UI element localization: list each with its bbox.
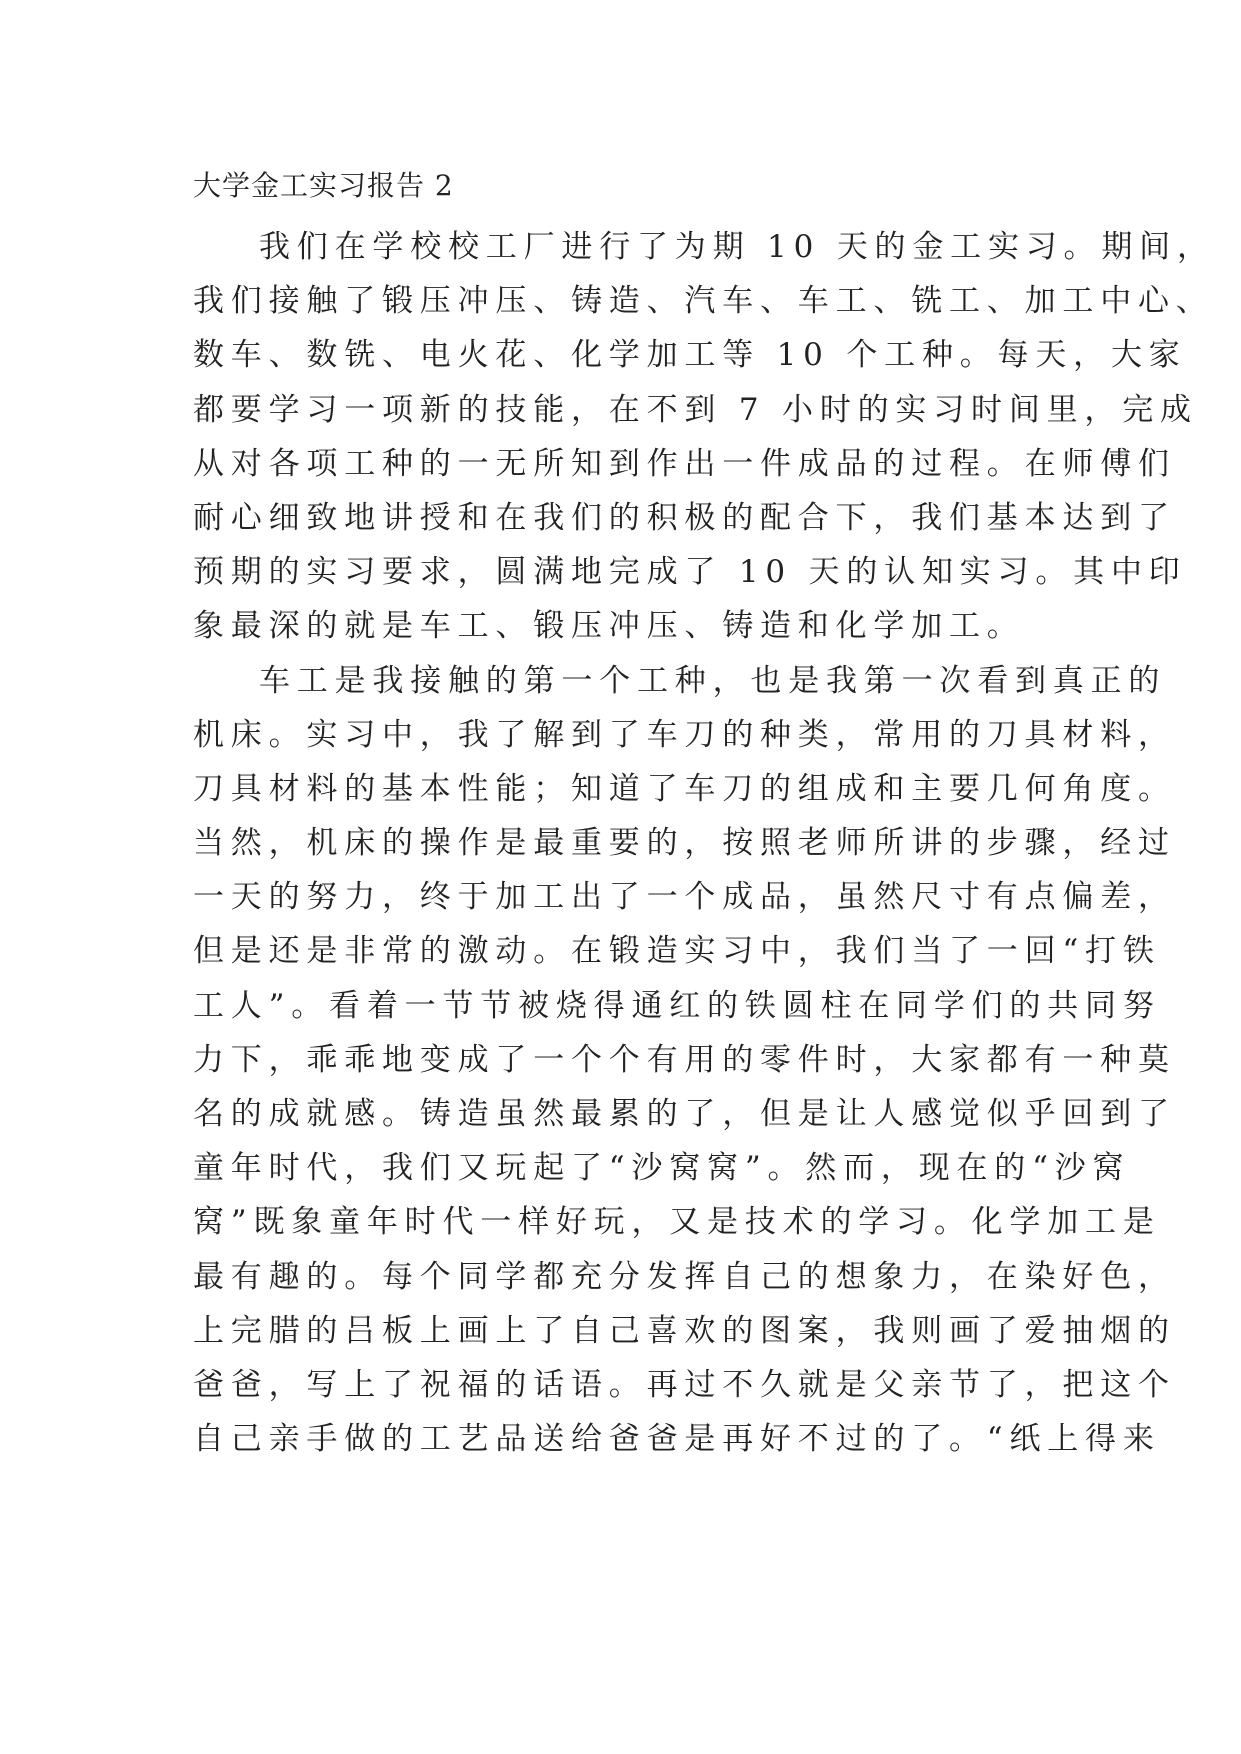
paragraph-2-line-9: 名的成就感。铸造虽然最累的了，但是让人感觉似乎回到了 xyxy=(193,1096,1176,1132)
paragraph-2-line-10: 童年时代，我们又玩起了“沙窝窝”。然而，现在的“沙窝 xyxy=(193,1150,1131,1187)
paragraph-2-line-3: 刀具材料的基本性能；知道了车刀的组成和主要几何角度。 xyxy=(193,770,1176,807)
paragraph-1-line-7: 预期的实习要求，圆满地完成了 10 天的认知实习。其中印 xyxy=(193,554,1187,591)
paragraph-2-line-12: 最有趣的。每个同学都充分发挥自己的想象力，在染好色， xyxy=(193,1258,1176,1295)
paragraph-2-line-7: 工人”。看着一节节被烧得通红的铁圆柱在同学们的共同努 xyxy=(193,987,1161,1024)
paragraph-2-line-6: 但是还是非常的激动。在锻造实习中，我们当了一回“打铁 xyxy=(193,933,1161,970)
paragraph-2-line-8: 力下，乖乖地变成了一个个有用的零件时，大家都有一种莫 xyxy=(193,1041,1176,1078)
paragraph-2-line-2: 机床。实习中，我了解到了车刀的种类，常用的刀具材料， xyxy=(193,716,1176,753)
paragraph-1-line-8: 象最深的就是车工、锻压冲压、铸造和化学加工。 xyxy=(193,608,1025,645)
paragraph-2-line-14: 爸爸，写上了祝福的话语。再过不久就是父亲节了，把这个 xyxy=(193,1366,1176,1403)
document-body xyxy=(193,220,1215,1466)
paragraph-2-line-15: 自己亲手做的工艺品送给爸爸是再好不过的了。“纸上得来 xyxy=(193,1421,1161,1458)
document-title: 大学金工实习报告 2 xyxy=(193,169,454,202)
paragraph-2-line-4: 当然，机床的操作是最重要的，按照老师所讲的步骤，经过 xyxy=(193,825,1176,862)
paragraph-1-line-4: 都要学习一项新的技能，在不到 7 小时的实习时间里，完成 xyxy=(193,391,1198,428)
paragraph-2-line-1: 车工是我接触的第一个工种，也是我第一次看到真正的 xyxy=(259,662,1167,699)
paragraph-1-line-1: 我们在学校校工厂进行了为期 10 天的金工实习。期间， xyxy=(259,229,1215,265)
paragraph-2-line-13: 上完腊的吕板上画上了自己喜欢的图案，我则画了爱抽烟的 xyxy=(193,1312,1176,1349)
paragraph-1-line-5: 从对各项工种的一无所知到作出一件成品的过程。在师傅们 xyxy=(193,445,1176,482)
paragraph-1-line-3: 数车、数铣、电火花、化学加工等 10 个工种。每天，大家 xyxy=(193,337,1187,374)
paragraph-2-line-11: 窝”既象童年时代一样好玩，又是技术的学习。化学加工是 xyxy=(193,1204,1161,1241)
paragraph-2-line-5: 一天的努力，终于加工出了一个成品，虽然尺寸有点偏差， xyxy=(193,879,1176,916)
paragraph-1-line-2: 我们接触了锻压冲压、铸造、汽车、车工、铣工、加工中心、 xyxy=(193,283,1214,320)
paragraph-1-line-6: 耐心细致地讲授和在我们的积极的配合下，我们基本达到了 xyxy=(193,499,1176,536)
